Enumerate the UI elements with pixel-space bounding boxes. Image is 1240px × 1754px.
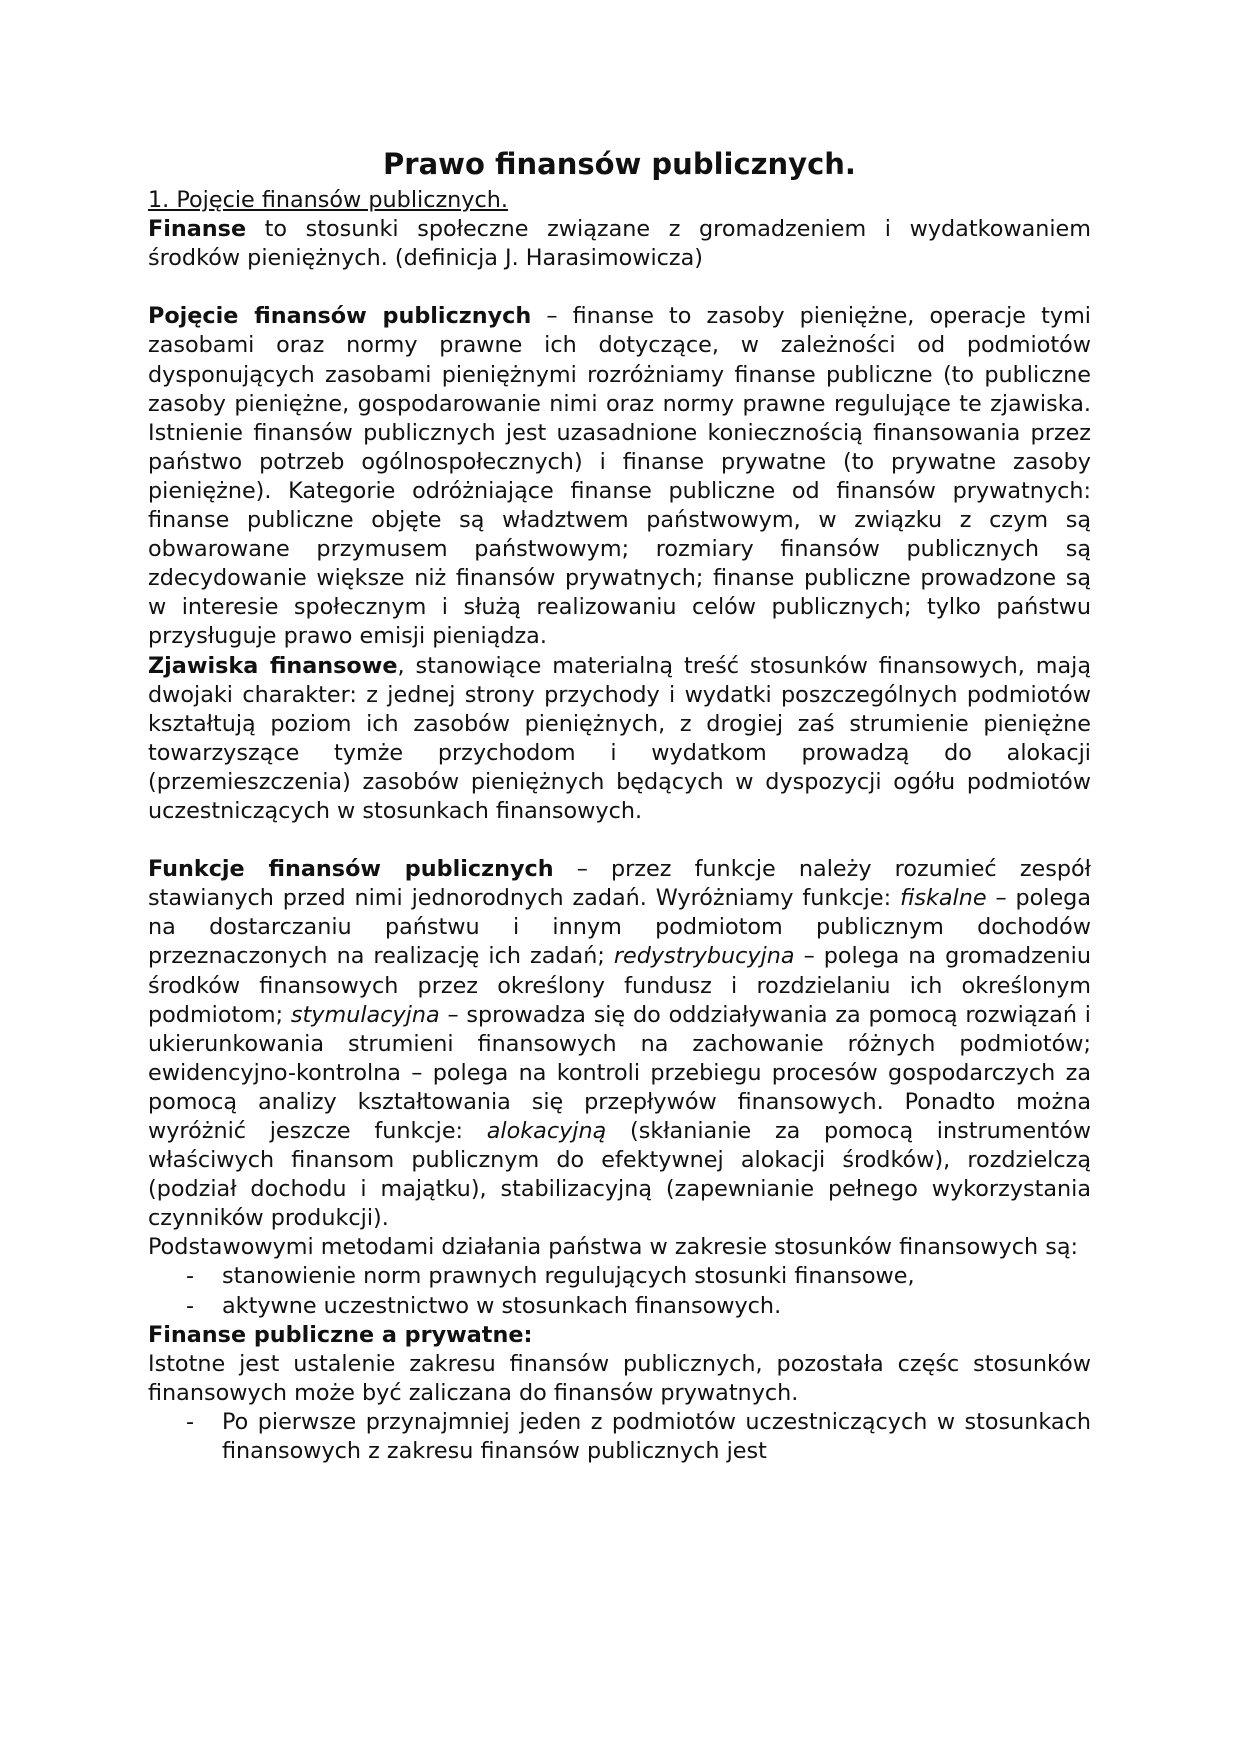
list-bullet: -	[186, 1408, 195, 1435]
paragraph	[148, 1321, 1091, 1350]
paragraph	[148, 302, 1091, 651]
text-run: stanowienie norm prawnych regulujących stosunki finansowe,	[222, 1263, 915, 1290]
list-item	[148, 1262, 1091, 1291]
text-run: – polega na gromadzeniu środków finansowych przez określony fundusz i rozdzielaniu ich określonym podmiotom;	[148, 943, 1091, 1028]
italic-term: alokacyjną	[486, 1118, 607, 1144]
paragraph	[148, 855, 1091, 1233]
paragraph	[148, 1233, 1091, 1262]
italic-term: stymulacyjna	[290, 1001, 440, 1028]
document-page	[148, 146, 1091, 1466]
bold-term: Zjawiska finansowe	[148, 652, 398, 679]
text-run: – polega na dostarczaniu państwu i innym podmiotom publicznym dochodów przeznaczonych na realizację ich zadań;	[148, 885, 1091, 970]
paragraph	[148, 652, 1091, 827]
bold-term: Pojęcie finansów publicznych	[148, 303, 532, 330]
blank-line	[148, 826, 1091, 855]
paragraph	[148, 186, 1091, 215]
italic-term: fiskalne	[899, 885, 987, 912]
list-bullet: -	[186, 1263, 195, 1290]
document-title: Prawo finansów publicznych.	[383, 147, 856, 181]
paragraph	[148, 1350, 1091, 1408]
text-run: , stanowiące materialną treść stosunków finansowych, mają dwojaki charakter: z jednej strony przychody i wydatki poszczególnych podmiotów kształtują poziom ich zasobów pieniężnych, z drogiej zaś strumienie pieniężne towarzyszące tymże przychodom i wydatkom prowadzą do alokacji (przemieszczenia) zasobów pieniężnych będących w dyspozycji ogółu podmiotów uczestniczących w stosunkach finansowych.	[148, 652, 1092, 824]
text-run: Podstawowymi metodami działania państwa w zakresie stosunków finansowych są:	[148, 1234, 1079, 1261]
bold-term: Finanse publiczne a prywatne:	[148, 1321, 533, 1348]
paragraph	[148, 215, 1091, 273]
text-run: 1. Pojęcie finansów publicznych.	[148, 187, 508, 213]
text-run: Istotne jest ustalenie zakresu finansów publicznych, pozostała częśc stosunków finansowych może być zaliczana do finansów prywatnych.	[148, 1350, 1091, 1406]
italic-term: redystrybucyjna	[613, 943, 795, 970]
list-item	[148, 1292, 1091, 1321]
list-bullet: -	[186, 1292, 195, 1319]
bold-term: Finanse	[148, 216, 247, 243]
text-run: Po pierwsze przynajmniej jeden z podmiotów uczestniczących w stosunkach finansowych z zakresu finansów publicznych jest	[222, 1408, 1091, 1465]
document-body	[148, 186, 1091, 1466]
text-run: aktywne uczestnictwo w stosunkach finansowych.	[222, 1292, 782, 1319]
list-item	[148, 1408, 1091, 1466]
text-run: – finanse to zasoby pieniężne, operacje tymi zasobami oraz normy prawne ich dotyczące, w zależności od podmiotów dysponujących zasobami pieniężnymi rozróżniamy finanse publiczne (to publiczne zasoby pieniężne, gospodarowanie nimi oraz normy prawne regulujące te zjawiska. Istnienie finansów publicznych jest uzasadnione koniecznością finansowania przez państwo potrzeb ogólnospołecznych) i finanse prywatne (to prywatne zasoby pieniężne). Kategorie odróżniające finanse publiczne od finansów prywatnych: finanse publiczne objęte są władztwem państwowym, w związku z czym są obwarowane przymusem państwowym; rozmiary finansów publicznych są zdecydowanie większe niż finansów prywatnych; finanse publiczne prowadzone są w interesie społecznym i służą realizowaniu celów publicznych; tylko państwu przysługuje prawo emisji pieniądza.	[148, 303, 1091, 650]
text-run: (skłanianie za pomocą instrumentów właściwych finansom publicznym do efektywnej alokacji środków), rozdzielczą (podział dochodu i majątku), stabilizacyjną (zapewnianie pełnego wykorzystania czynników produkcji).	[148, 1118, 1091, 1232]
bold-term: Funkcje finansów publicznych	[148, 856, 554, 883]
blank-line	[148, 273, 1091, 302]
text-run: to stosunki społeczne związane z gromadzeniem i wydatkowaniem środków pieniężnych. (definicja J. Harasimowicza)	[148, 216, 1091, 272]
text-run: – przez funkcje należy rozumieć zespół stawianych przed nimi jednorodnych zadań. Wyróżniamy funkcje:	[148, 856, 1091, 912]
text-run: – sprowadza się do oddziaływania za pomocą rozwiązań i ukierunkowania strumieni finansowych na zachowanie różnych podmiotów; ewidencyjno-kontrolna – polega na kontroli przebiegu procesów gospodarczych za pomocą analizy kształtowania się przepływów finansowych. Ponadto można wyróżnić jeszcze funkcje:	[148, 1001, 1091, 1144]
